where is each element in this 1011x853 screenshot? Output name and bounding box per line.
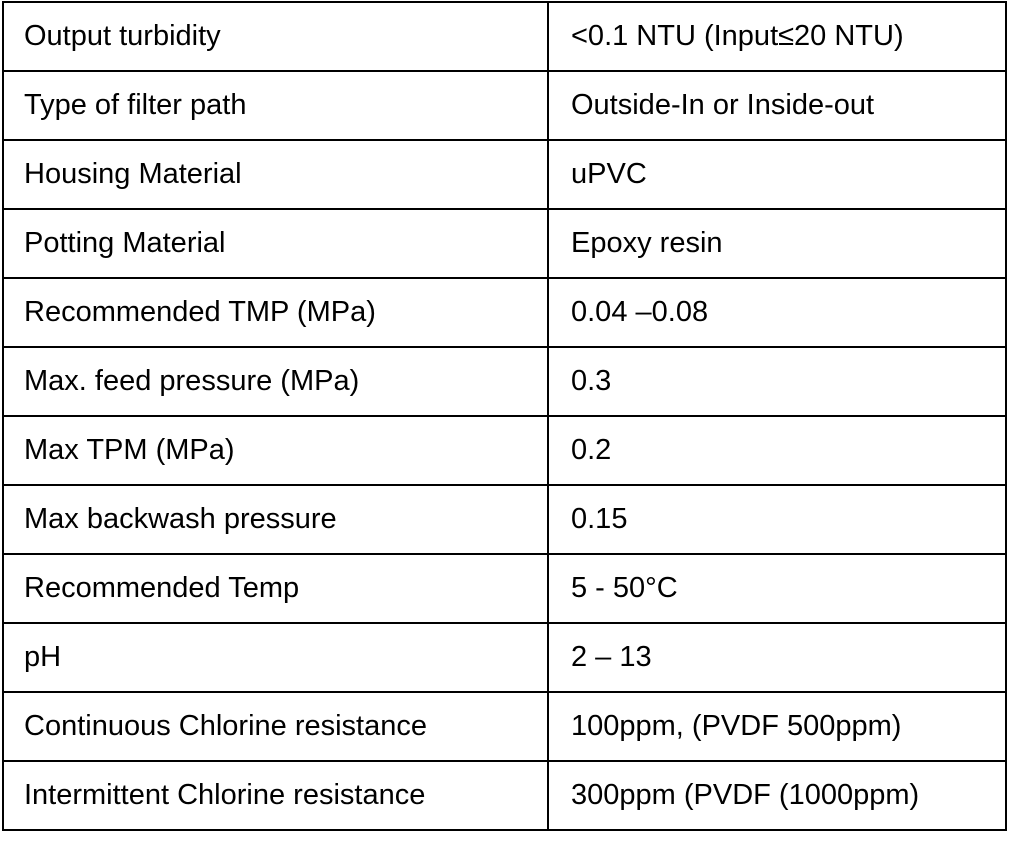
table-row	[3, 623, 1006, 692]
value-cell: 2 – 13	[548, 623, 1006, 692]
parameter-cell: Recommended TMP (MPa)	[3, 278, 548, 347]
table-row	[3, 692, 1006, 761]
value-cell: Epoxy resin	[548, 209, 1006, 278]
value-cell: 300ppm (PVDF (1000ppm)	[548, 761, 1006, 830]
value-cell: 5 - 50°C	[548, 554, 1006, 623]
parameter-cell: Max. feed pressure (MPa)	[3, 347, 548, 416]
value-cell: 0.04 –0.08	[548, 278, 1006, 347]
parameter-cell: Housing Material	[3, 140, 548, 209]
parameter-cell: Potting Material	[3, 209, 548, 278]
parameter-cell: Max backwash pressure	[3, 485, 548, 554]
table-row	[3, 416, 1006, 485]
table-row	[3, 554, 1006, 623]
value-cell: Outside-In or Inside-out	[548, 71, 1006, 140]
parameter-cell: Recommended Temp	[3, 554, 548, 623]
value-cell: 100ppm, (PVDF 500ppm)	[548, 692, 1006, 761]
table-row	[3, 209, 1006, 278]
parameter-cell: Continuous Chlorine resistance	[3, 692, 548, 761]
table-row	[3, 278, 1006, 347]
table-row	[3, 761, 1006, 830]
value-cell: <0.1 NTU (Input≤20 NTU)	[548, 2, 1006, 71]
table-row	[3, 71, 1006, 140]
table-row	[3, 347, 1006, 416]
parameter-cell: Intermittent Chlorine resistance	[3, 761, 548, 830]
parameter-cell: pH	[3, 623, 548, 692]
parameter-cell: Type of filter path	[3, 71, 548, 140]
table-row	[3, 2, 1006, 71]
value-cell: 0.15	[548, 485, 1006, 554]
table-row	[3, 485, 1006, 554]
parameter-cell: Output turbidity	[3, 2, 548, 71]
specification-table	[2, 1, 1007, 831]
value-cell: 0.2	[548, 416, 1006, 485]
parameter-cell: Max TPM (MPa)	[3, 416, 548, 485]
table-row	[3, 140, 1006, 209]
value-cell: uPVC	[548, 140, 1006, 209]
value-cell: 0.3	[548, 347, 1006, 416]
